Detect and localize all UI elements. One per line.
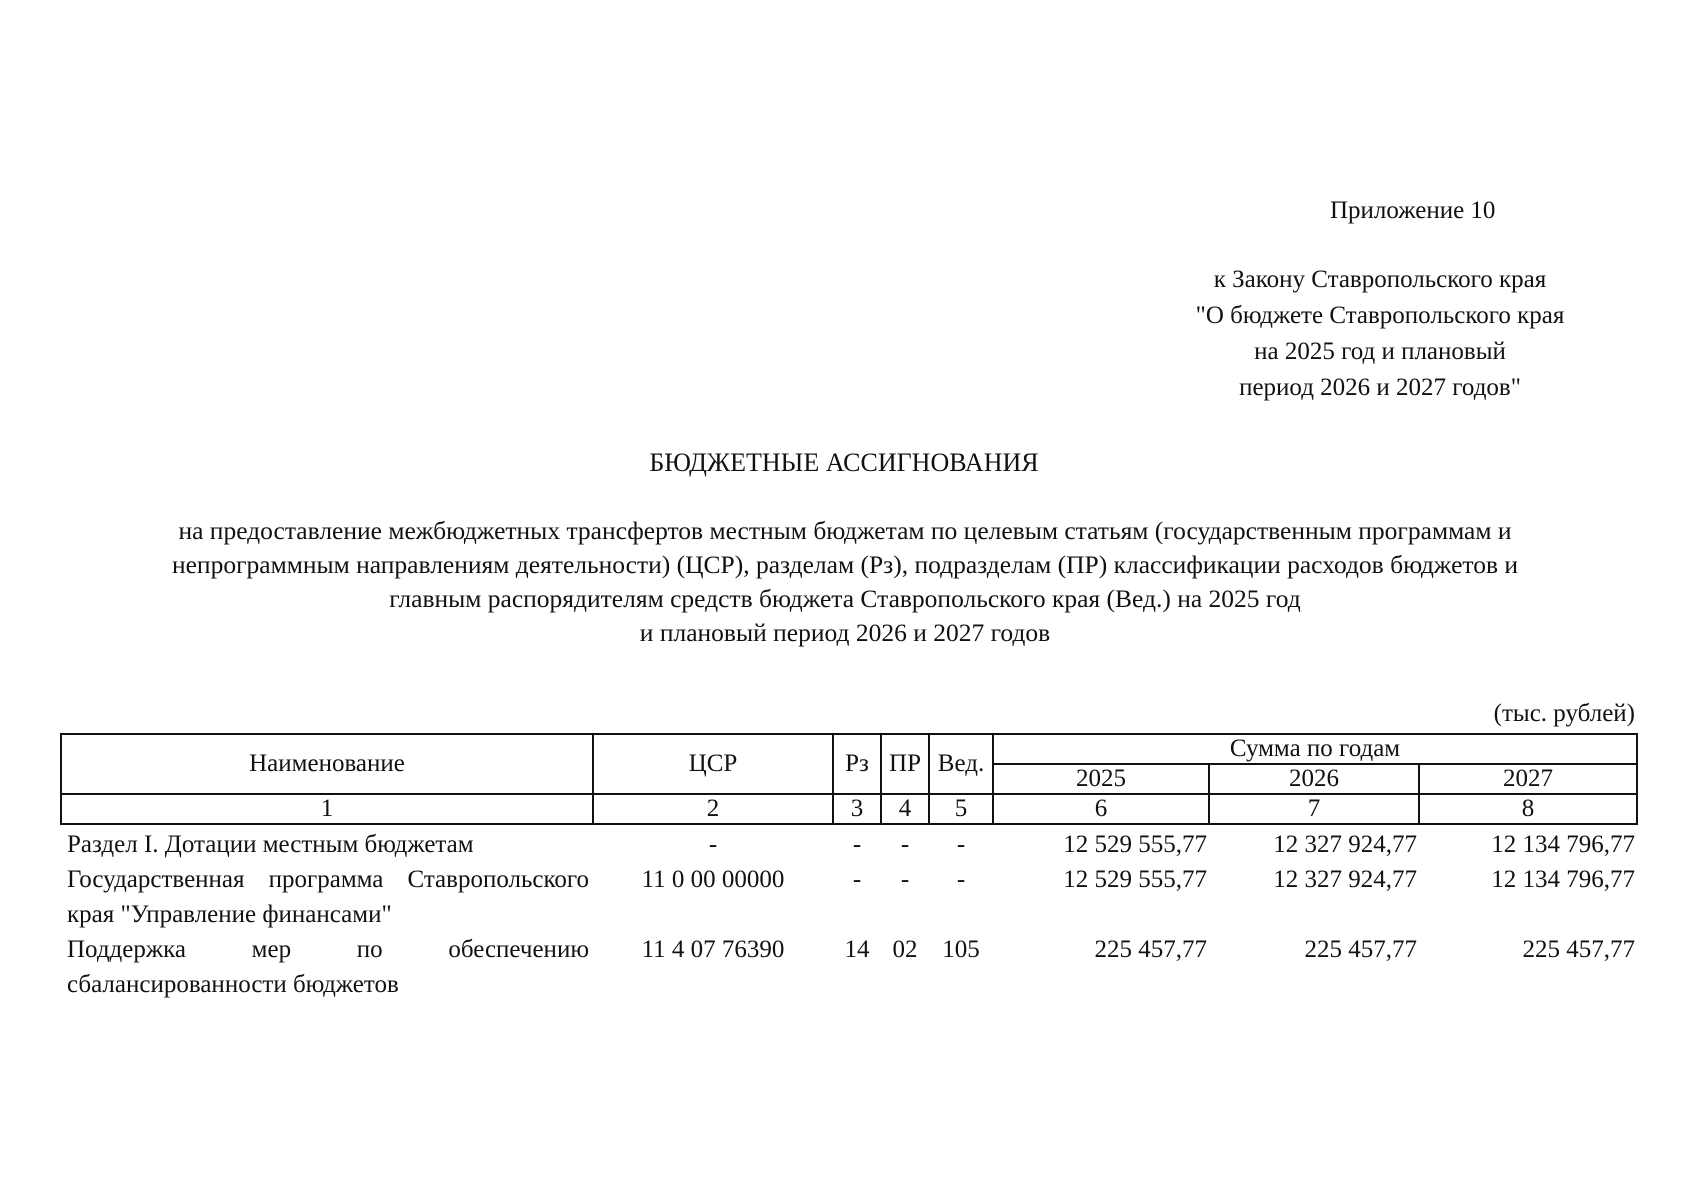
appendix-law-line: на 2025 год и плановый [1254,338,1506,365]
header-year: 2026 [1209,764,1419,794]
row-amount-2025: 225 457,77 [1094,936,1207,963]
row-ved: - [956,866,966,893]
column-number: 3 [833,794,881,824]
header-ved: Вед. [929,734,993,794]
header-csr: ЦСР [593,734,833,794]
row-amount-2026: 12 327 924,77 [1273,831,1417,858]
header-sum-by-years: Сумма по годам [993,734,1637,764]
header-year: 2025 [993,764,1209,794]
column-number: 1 [61,794,593,824]
row-pr: - [900,831,910,858]
header-year: 2027 [1419,764,1637,794]
table-row [61,824,1637,862]
table-row [61,862,1637,932]
appendix-law-line: к Закону Ставропольского края [1213,266,1547,293]
header-row [61,734,1637,764]
table-row [61,932,1637,1002]
subtitle-line: на предоставление межбюджетных трансфертов местным бюджетам по целевым статьям (государственным программам и [178,516,1512,545]
column-number: 5 [929,794,993,824]
appendix-law-line: период 2026 и 2027 годов" [1239,374,1521,401]
row-csr: 11 4 07 76390 [641,936,785,963]
row-ved: - [956,831,966,858]
row-pr: 02 [892,936,918,963]
column-number: 2 [593,794,833,824]
document-title: БЮДЖЕТНЫЕ АССИГНОВАНИЯ [649,448,1039,477]
row-csr: - [708,831,718,858]
row-ved: 105 [942,936,980,963]
column-number: 7 [1209,794,1419,824]
document-subtitle [90,514,1600,650]
appendix-number: Приложение 10 [1330,197,1496,224]
row-rz: - [852,866,862,893]
row-csr: 11 0 00 00000 [641,866,785,893]
budget-table [60,733,1638,1002]
appendix-law-reference [1100,262,1660,406]
row-rz: - [852,831,862,858]
column-number: 6 [993,794,1209,824]
column-number-row [61,794,1637,824]
units-label: (тыс. рублей) [1493,700,1635,727]
column-number: 8 [1419,794,1637,824]
row-amount-2026: 225 457,77 [1304,936,1417,963]
row-amount-2026: 12 327 924,77 [1273,866,1417,893]
column-number: 4 [881,794,929,824]
row-name: Раздел I. Дотации местным бюджетам [67,831,474,858]
row-amount-2027: 225 457,77 [1522,936,1635,963]
subtitle-line: непрограммным направлениям деятельности) (ЦСР), разделам (Рз), подразделам (ПР) классификации расходов бюджетов и [171,550,1519,579]
appendix-law-line: "О бюджете Ставропольского края [1195,302,1565,329]
row-amount-2027: 12 134 796,77 [1491,831,1635,858]
row-pr: - [900,866,910,893]
header-rz: Рз [833,734,881,794]
row-rz: 14 [844,936,870,963]
row-amount-2025: 12 529 555,77 [1063,831,1207,858]
subtitle-line: главным распорядителям средств бюджета Ставропольского края (Вед.) на 2025 год [389,584,1301,613]
row-amount-2025: 12 529 555,77 [1063,866,1207,893]
header-pr: ПР [881,734,929,794]
row-name: Государственная программа Ставропольского края "Управление финансами" [67,866,589,928]
row-name: Поддержка мер по обеспечению сбалансированности бюджетов [67,936,589,998]
row-amount-2027: 12 134 796,77 [1491,866,1635,893]
header-name: Наименование [61,734,593,794]
subtitle-line: и плановый период 2026 и 2027 годов [639,618,1051,647]
